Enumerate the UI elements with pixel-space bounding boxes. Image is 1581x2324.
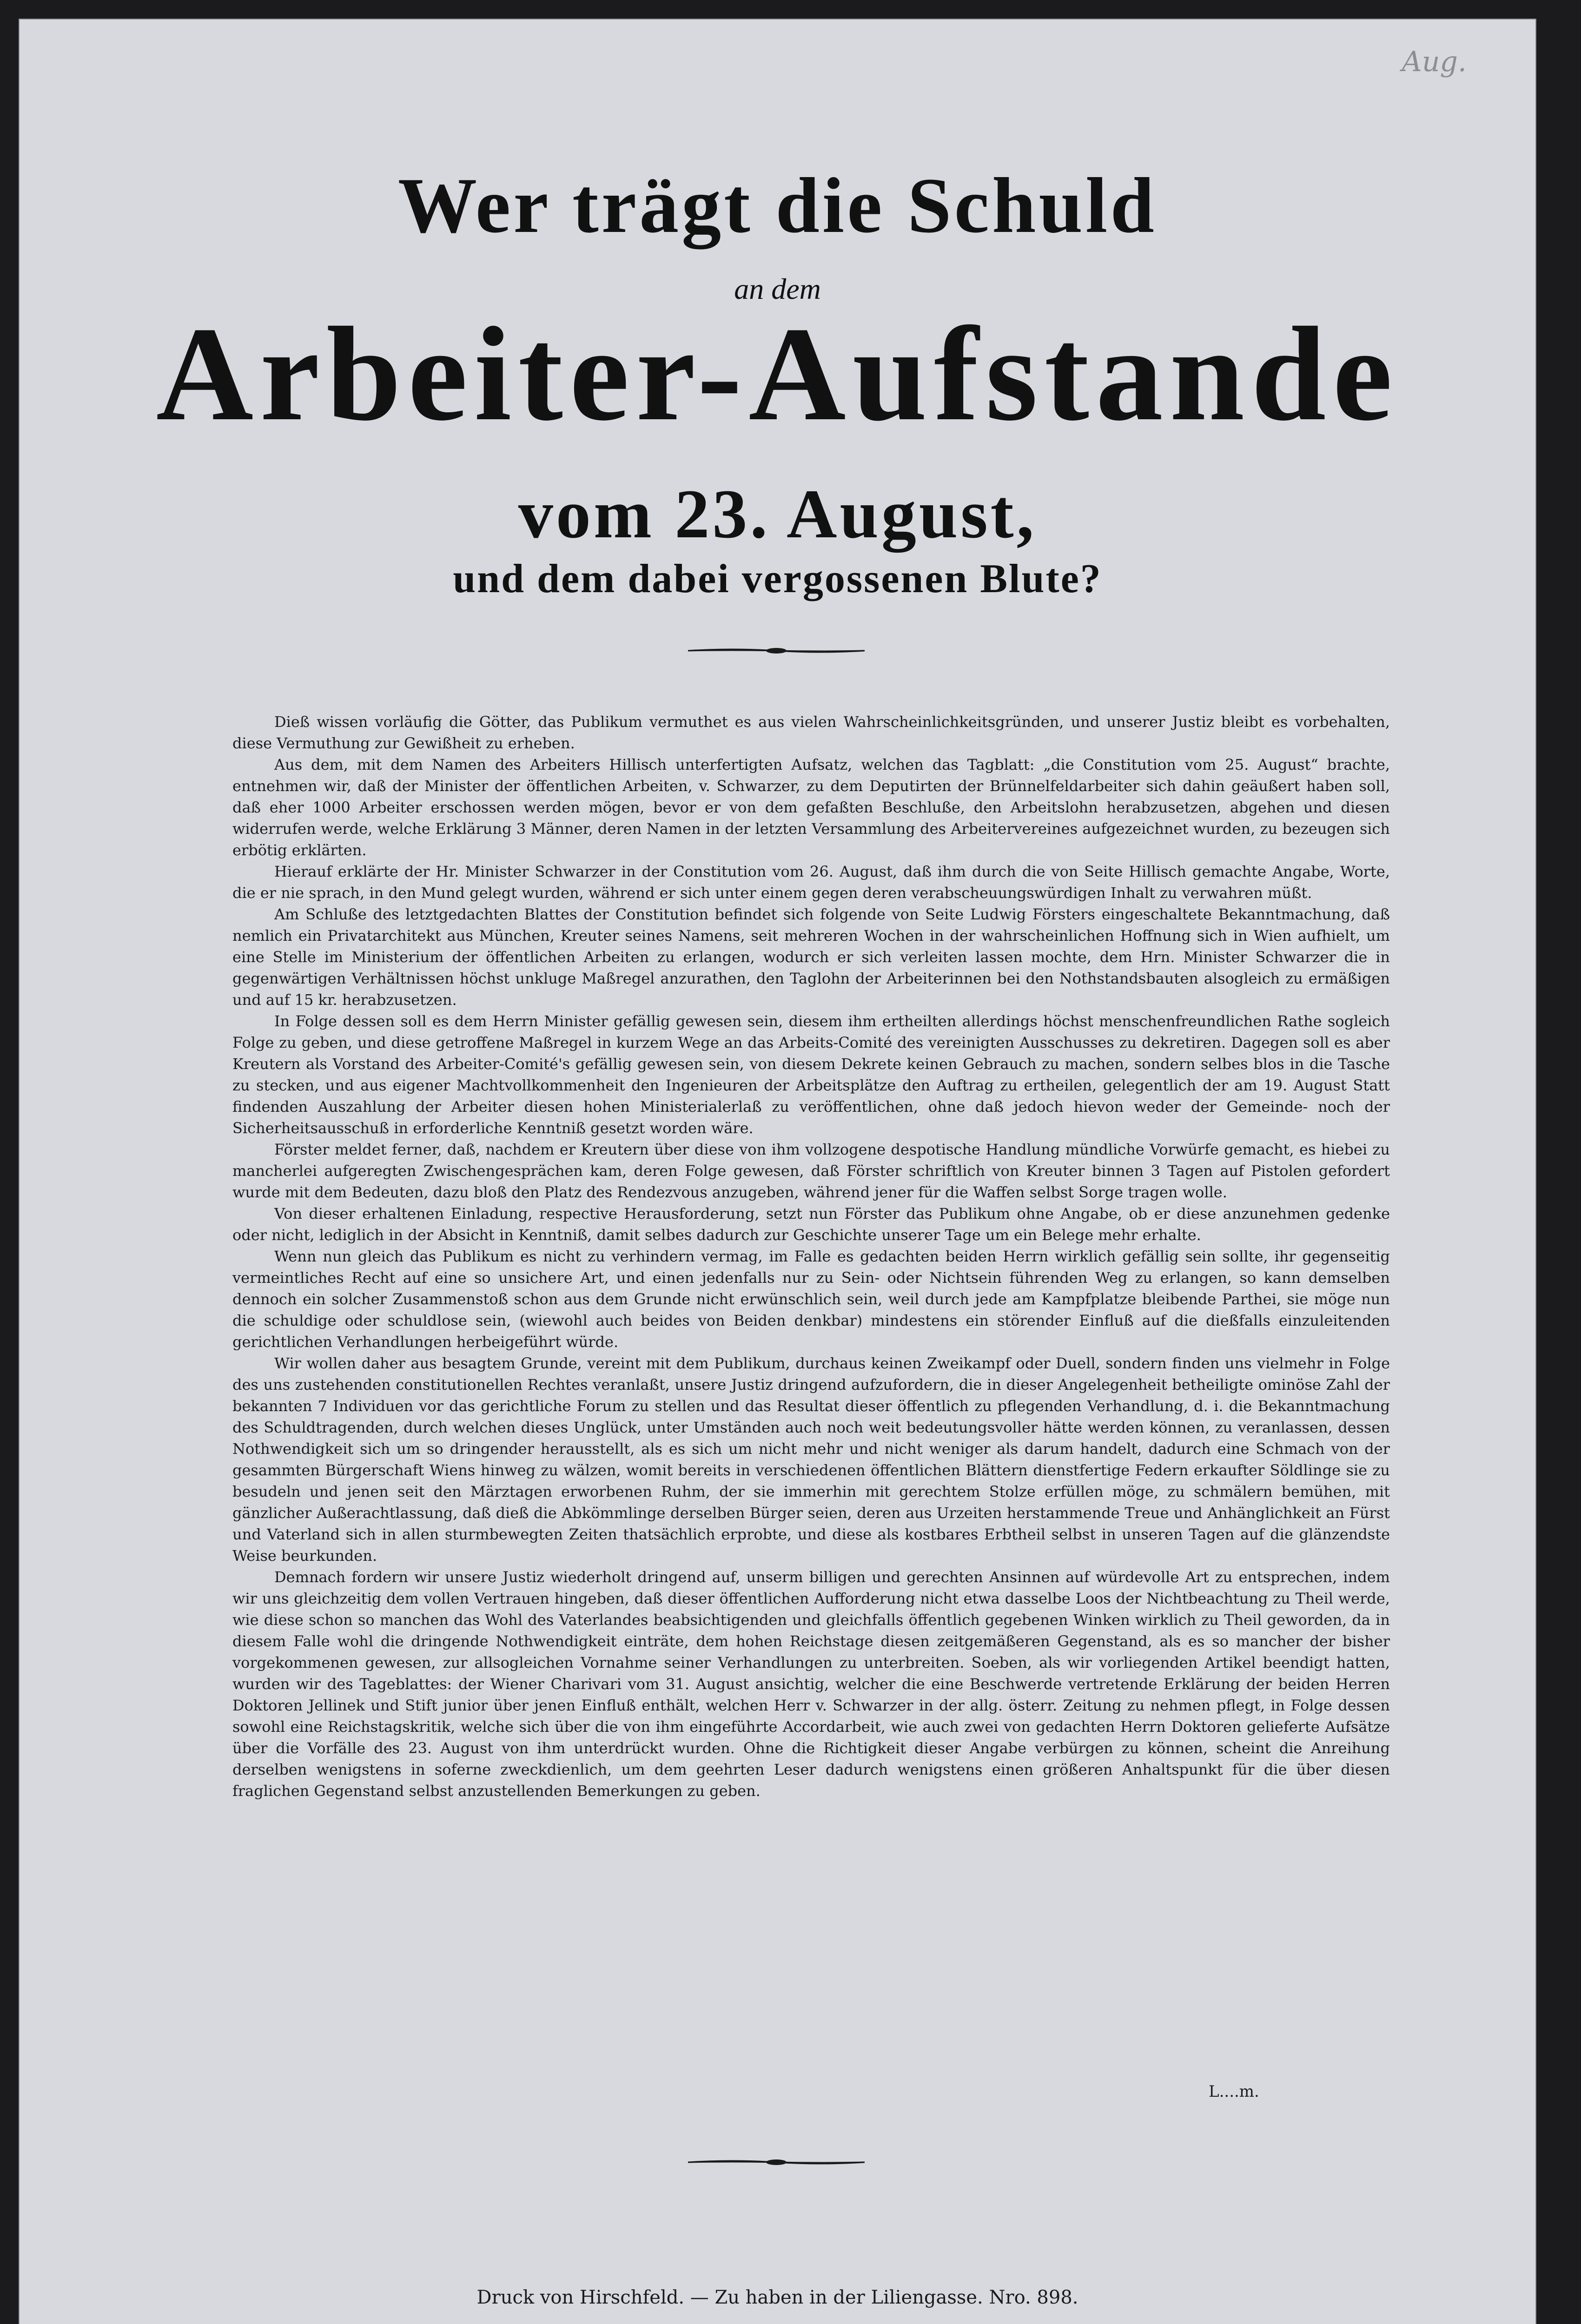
body-text xyxy=(232,711,1390,1802)
printer-imprint: Druck von Hirschfeld. — Zu haben in der Liliengasse. Nro. 898. xyxy=(476,2287,1078,2308)
title-line-1: Wer trägt die Schuld xyxy=(398,162,1157,249)
title-main: Arbeiter-Aufstande xyxy=(156,299,1399,449)
paragraph: Am Schluße des letztgedachten Blattes der Constitution befindet sich folgende von Seite Ludwig Försters eingeschaltete Bekanntmachung, daß nemlich ein Privatarchitekt aus München, Kreuter seines Namens, seit mehreren Wochen in der wahrscheinlichen Hoffnung sich in Wien aufhielt, um eine Stelle im Ministerium der öffentlichen Arbeiten zu erlangen, wodurch er sich verleiten lassen mochte, dem Hrn. Minister Schwarzer die in gegenwärtigen Verhältnissen höchst unkluge Maßregel anzurathen, den Taglohn der Arbeiterinnen bei den Nothstandsbauten alsogleich zu ermäßigen und auf 15 kr. herabzusetzen. xyxy=(232,905,1390,1009)
pencil-annotation: Aug. xyxy=(1402,46,1467,78)
paragraph: Aus dem, mit dem Namen des Arbeiters Hillisch unterfertigten Aufsatz, welchen das Tagblatt: „die Constitution vom 25. August“ brachte, entnehmen wir, daß der Minister der öffentlichen Arbeiten, v. Schwarzer, zu dem Deputirten der Brünnelfeldarbeiter sich dahin geäußert haben soll, daß eher 1000 Arbeiter erschossen werden mögen, bevor er von dem gefaßten Beschluße, den Arbeitslohn herabzusetzen, abgehen und diesen widerrufen werde, welche Erklärung 3 Männer, deren Namen in der letzten Versammlung des Arbeitervereines aufgezeichnet wurden, zu bezeugen sich erbötig erklärten. xyxy=(232,756,1390,859)
ornamental-divider-top xyxy=(688,645,865,656)
poster-sheet xyxy=(19,19,1536,2324)
paragraph: In Folge dessen soll es dem Herrn Minister gefällig gewesen sein, diesem ihm ertheilten allerdings höchst menschenfreundlichen Rathe sogleich Folge zu geben, und diese getroffene Maßregel in kurzem Wege an das Arbeits-Comité des vereinigten Ausschusses zu dekretiren. Dagegen soll es aber Kreutern als Vorstand des Arbeiter-Comité's gefällig gewesen sein, von diesem Dekrete keinen Gebrauch zu machen, sondern selbes blos in die Tasche zu stecken, und aus eigener Machtvollkommenheit den Ingenieuren der Arbeitsplätze den Auftrag zu ertheilen, gelegentlich der am 19. August Statt findenden Auszahlung der Arbeiter diesen hohen Ministerialerlaß zu veröffentlichen, ohne daß jedoch hievon weder der Gemeinde- noch der Sicherheitsausschuß in erforderliche Kenntniß gesetzt worden wäre. xyxy=(232,1012,1390,1137)
paragraph: Hierauf erklärte der Hr. Minister Schwarzer in der Constitution vom 26. August, daß ihm durch die von Seite Hillisch gemachte Angabe, Worte, die er nie sprach, in den Mund gelegt wurden, während er sich unter einem gegen deren verabscheuungswürdigen Inhalt zu verwahren müßt. xyxy=(232,863,1390,902)
paragraph: Wir wollen daher aus besagtem Grunde, vereint mit dem Publikum, durchaus keinen Zweikampf oder Duell, sondern finden uns vielmehr in Folge des uns zustehenden constitutionellen Rechtes veranlaßt, unsere Justiz dringend aufzufordern, die in dieser Angelegenheit betheiligte ominöse Zahl der bekannten 7 Individuen vor das gerichtliche Forum zu stellen und das Resultat dieser öffentlich zu pflegenden Verhandlung, d. i. die Bekanntmachung des Schuldtragenden, durch welchen dieses Unglück, unter Umständen auch noch weit bedeutungsvoller hätte werden können, zu veranlassen, dessen Nothwendigkeit sich um so dringender herausstellt, als es sich um nicht mehr und nicht weniger als darum handelt, dadurch eine Schmach von der gesammten Bürgerschaft Wiens hinweg zu wälzen, womit bereits in verschiedenen öffentlichen Blättern dienstfertige Federn erkaufter Söldlinge sie zu besudeln und jenen seit den Märztagen erworbenen Ruhm, der sie immerhin mit gerechtem Stolze erfüllen möge, zu schmälern bemühen, mit gänzlicher Außerachtlassung, daß dieß die Abkömmlinge derselben Bürger seien, deren aus Urzeiten herstammende Treue und Anhänglichkeit an Fürst und Vaterland sich in allen sturmbewegten Zeiten thatsächlich erprobte, und diese als kostbares Erbtheil selbst in unseren Tagen auf die glänzendste Weise beurkunden. xyxy=(232,1354,1390,1565)
title-date-line: vom 23. August, xyxy=(518,475,1037,553)
title-line-2: an dem xyxy=(734,272,821,305)
paragraph: Wenn nun gleich das Publikum es nicht zu verhindern vermag, im Falle es gedachten beiden Herrn wirklich gefällig sein sollte, ihr gegenseitig vermeintliches Recht auf eine so unsichere Art, und einen jedenfalls nur zu Sein- oder Nichtsein führenden Weg zu erlangen, so kann demselben dennoch ein solcher Zusammenstoß schon aus dem Grunde nicht erwünschlich sein, weil durch jede am Kampfplatze bleibende Parthei, sie möge nun die schuldige oder schuldlose sein, (wiewohl auch beides von Beiden denkbar) mindestens ein störender Einfluß auf die dießfalls einzuleitenden gerichtlichen Verhandlungen herbeigeführt würde. xyxy=(232,1248,1390,1351)
signature: L....m. xyxy=(1209,2082,1259,2101)
paragraph: Förster meldet ferner, daß, nachdem er Kreutern über diese von ihm vollzogene despotische Handlung mündliche Vorwürfe gemacht, es hiebei zu mancherlei aufgeregten Zwischengesprächen kam, deren Folge gewesen, daß Förster schriftlich von Kreuter binnen 3 Tagen auf Pistolen gefordert wurde mit dem Bedeuten, dazu bloß den Platz des Rendezvous anzugeben, während jener für die Waffen selbst Sorge tragen wolle. xyxy=(232,1141,1390,1201)
paragraph: Demnach fordern wir unsere Justiz wiederholt dringend auf, unserm billigen und gerechten Ansinnen auf würdevolle Art zu entsprechen, indem wir uns gleichzeitig dem vollen Vertrauen hingeben, daß dieser öffentlichen Aufforderung nicht etwa dasselbe Loos der Nichtbeachtung zu Theil werde, wie diese schon so manchen das Wohl des Vaterlandes beabsichtigenden und gleichfalls öffentlich gegebenen Winken wirklich zu Theil geworden, da in diesem Falle wohl die dringende Nothwendigkeit einträte, dem hohen Reichstage diesen zeitgemäßeren Gegenstand, als es so mancher der bisher vorgekommenen gewesen, zur allsogleichen Vornahme seiner Verhandlungen zu unterbreiten. Soeben, als wir vorliegenden Artikel beendigt hatten, wurden wir des Tageblattes: der Wiener Charivari vom 31. August ansichtig, welcher die eine Beschwerde vertretende Erklärung der beiden Herren Doktoren Jellinek und Stift junior über jenen Einfluß enthält, welchen Herr v. Schwarzer in der allg. österr. Zeitung zu nehmen pflegt, in Folge dessen sowohl eine Reichstagskritik, welche sich über die von ihm eingeführte Accordarbeit, wie auch zwei von gedachten Herrn Doktoren gelieferte Aufsätze über die Vorfälle des 23. August von ihm unterdrückt wurden. Ohne die Richtigkeit dieser Angabe verbürgen zu können, scheint die Anreihung derselben wenigstens in soferne zweckdienlich, um dem geehrten Leser dadurch wenigstens einen größeren Anhaltspunkt für die über diesen fraglichen Gegenstand selbst anzustellenden Bemerkungen zu geben. xyxy=(232,1568,1390,1800)
paragraph: Von dieser erhaltenen Einladung, respective Herausforderung, setzt nun Förster das Publikum ohne Angabe, ob er diese anzunehmen gedenke oder nicht, lediglich in der Absicht in Kenntniß, damit selbes dadurch zur Geschichte unserer Tage um ein Belege mehr erhalte. xyxy=(232,1205,1390,1244)
title-subtitle: und dem dabei vergossenen Blute? xyxy=(453,556,1102,601)
ornamental-divider-bottom xyxy=(688,2157,865,2168)
paragraph: Dieß wissen vorläufig die Götter, das Publikum vermuthet es aus vielen Wahrscheinlichkeitsgründen, und unserer Justiz bleibt es vorbehalten, diese Vermuthung zur Gewißheit zu erheben. xyxy=(232,713,1390,752)
